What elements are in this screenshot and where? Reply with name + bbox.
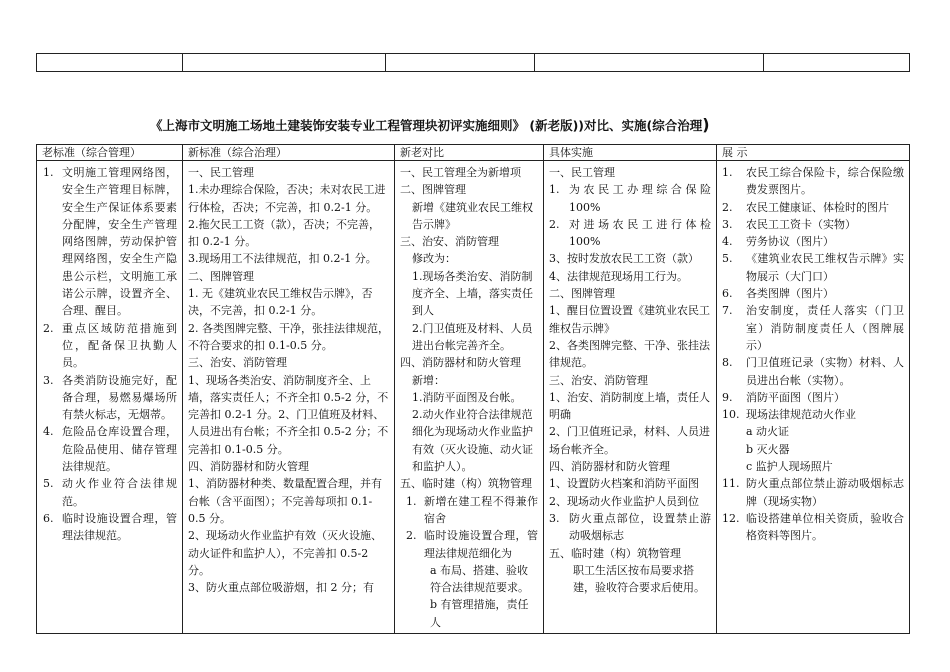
header-display: 展 示	[717, 145, 910, 161]
item-number: 6.	[722, 287, 733, 301]
paragraph: b 有管理措施，责任人	[430, 598, 529, 629]
section-heading: 三、治安、消防管理	[188, 356, 287, 370]
item-text: 门卫值班记录（实物）材料、人员进出台帐（实物）。	[746, 356, 904, 387]
item-number: 1.	[722, 166, 733, 179]
paragraph: 2、现场动火作业监护人员到位	[549, 494, 699, 508]
list-item	[549, 181, 711, 216]
item-text: 动火作业符合法律规范。	[62, 477, 177, 508]
paragraph: a 布局、搭建、验收符合法律规范要求。	[430, 563, 529, 595]
paragraph: 新增《建筑业农民工维权告示牌》	[412, 200, 533, 231]
item-number: 2.	[722, 200, 733, 214]
top-cell	[386, 54, 535, 72]
section-heading: 四、消防器材和防火管理	[188, 460, 309, 474]
paragraph: 职工生活区按布局要求搭建，验收符合要求后使用。	[573, 563, 705, 595]
old-standard-cell	[37, 161, 183, 634]
paragraph: 4、法律规范现场用工行为。	[549, 269, 688, 283]
section-heading: 二、图牌管理	[188, 269, 254, 283]
item-text: 重点区域防范措施到位，配备保卫执勤人员。	[62, 321, 177, 370]
paragraph: 1. 无《建筑业农民工维权告示牌》，否决，不完善，扣 0.2-1 分。	[188, 287, 373, 318]
section-heading: 一、民工管理	[549, 166, 615, 179]
paragraph: 1.未办理综合保险，否决；未对农民工进行体检，否决；不完善，扣 0.2-1 分。	[188, 183, 386, 214]
item-text: 各类消防设施完好，配备合理，易燃易爆场所有禁火标志，无烟蒂。	[62, 373, 177, 422]
item-text: 为农民工办理综合保险 100%	[569, 183, 711, 214]
item-number: 5.	[722, 252, 733, 266]
title-text: 《上海市文明施工场地土建装饰安装专业工程管理块初评实施细则》 (新老版))对比、实施(综合治理	[150, 118, 703, 133]
list-item	[43, 372, 177, 424]
item-text: 消防平面图（图片）	[746, 390, 845, 404]
list-item	[43, 164, 177, 320]
sub-item: c 监护人现场照片	[746, 460, 833, 474]
item-text: 临时设施设置合理，管理法律规范细化为	[424, 529, 538, 560]
paragraph: 1.消防平面图及台帐。	[412, 390, 522, 404]
display-cell	[717, 161, 910, 634]
paragraph: 2、门卫值班记录，材料、人员进场台帐齐全。	[549, 425, 710, 456]
list-item	[722, 354, 904, 389]
item-number: 1.	[43, 166, 54, 179]
item-number: 2.	[43, 321, 54, 335]
item-number: 3.	[722, 217, 733, 231]
list-item	[722, 302, 904, 354]
top-cell	[183, 54, 386, 72]
item-number: 10.	[722, 408, 740, 422]
list-item	[400, 493, 538, 528]
item-text: 劳务协议（图片）	[746, 235, 834, 249]
top-cell	[37, 54, 183, 72]
list-item	[43, 475, 177, 510]
item-number: 2.	[406, 529, 417, 543]
header-row	[37, 145, 910, 161]
item-text: 临设搭建单位相关资质，验收合格资料等图片。	[746, 511, 904, 543]
paragraph: 新增：	[412, 373, 445, 387]
document-title	[150, 115, 850, 134]
top-cell	[764, 54, 910, 72]
section-heading: 五、临时建（构）筑物管理	[400, 477, 532, 491]
paragraph: 2.动火作业符合法律规范细化为现场动火作业监护有效（灭火设施、动火证和监护人）。	[412, 408, 533, 474]
top-empty-row	[37, 54, 910, 72]
paragraph: 2.拖欠民工工资（款），否决；不完善，扣 0.2-1 分。	[188, 217, 380, 249]
paragraph: 1、消防器材种类、数量配置合理，并有台帐（含平面图）；不完善每项扣 0.1-0.5 分。	[188, 477, 382, 525]
item-number: 2.	[549, 217, 560, 231]
paragraph: 修改为：	[412, 252, 456, 266]
item-number: 5.	[43, 477, 54, 491]
item-text: 农民工工资卡（实物）	[746, 217, 856, 231]
section-heading: 三、治安、消防管理	[400, 235, 499, 249]
list-item	[722, 250, 904, 285]
item-number: 12.	[722, 511, 740, 525]
item-text: 防火重点部位禁止游动吸烟标志牌（现场实物）	[746, 477, 904, 508]
section-heading: 三、治安、消防管理	[549, 373, 648, 387]
paragraph: 3、防火重点部位吸游烟，扣 2 分；有	[188, 581, 374, 595]
header-old-standard: 老标准（综合管理）	[37, 145, 183, 161]
implementation-cell	[544, 161, 717, 634]
item-text: 《建筑业农民工维权告示牌》实物展示（大门口）	[746, 252, 904, 283]
list-item	[722, 285, 904, 302]
item-number: 7.	[722, 304, 733, 318]
item-number: 11.	[722, 477, 740, 491]
paragraph: 1、设置防火档案和消防平面图	[549, 477, 699, 491]
item-text: 新增在建工程不得兼作宿舍	[424, 494, 538, 525]
paragraph: 2.门卫值班及材料、人员进出台帐完善齐全。	[412, 321, 533, 352]
list-item	[43, 320, 177, 372]
item-text: 文明施工管理网络图，安全生产管理目标牌，安全生产保证体系要素分配牌，安全生产管理网络图牌，劳动保护管理网络图，安全生产隐患公示栏，文明施工承诺公示牌，设置齐全、合理、醒目。	[62, 166, 177, 318]
list-item	[43, 423, 177, 475]
section-heading: 二、图牌管理	[549, 287, 615, 301]
paragraph: 2、现场动火作业监护有效（灭火设施、动火证件和监护人），不完善扣 0.5-2 分。	[188, 529, 382, 577]
item-number: 8.	[722, 356, 733, 370]
title-paren: )	[702, 115, 710, 134]
item-number: 1.	[406, 494, 417, 508]
item-number: 4.	[43, 425, 54, 439]
list-item	[722, 389, 904, 406]
header-comparison: 新老对比	[395, 145, 544, 161]
paragraph: 2、各类图牌完整、干净、张挂法律规范。	[549, 338, 710, 370]
list-item	[722, 233, 904, 250]
list-item	[722, 164, 904, 199]
list-item	[549, 510, 711, 545]
paragraph: 3.现场用工不法律规范，扣 0.2-1 分。	[188, 252, 377, 266]
sub-item: b 灭火器	[746, 442, 790, 456]
comparison-table	[36, 144, 910, 634]
item-text: 对进场农民工进行体检 100%	[569, 217, 711, 249]
sub-item: a 动火证	[746, 425, 790, 439]
item-text: 防火重点部位，设置禁止游动吸烟标志	[569, 511, 711, 543]
list-item	[722, 216, 904, 233]
top-cell	[535, 54, 764, 72]
item-text: 农民工综合保险卡，综合保险缴费发票图片。	[746, 166, 904, 197]
list-item	[722, 510, 904, 545]
section-heading: 二、图牌管理	[400, 183, 466, 197]
list-item	[43, 510, 177, 545]
item-text: 农民工健康证、体检时的图片	[746, 200, 889, 214]
paragraph: 1、现场各类治安、消防制度齐全、上墙，落实责任人；不齐全扣 0.5-2 分，不完善扣 0.2-1 分。2、门卫值班及材料、人员进出有台帐；不齐全扣 0.5-2 分；不完善扣 0.1-0.5 分。	[188, 373, 389, 456]
section-heading: 一、民工管理全为新增项	[400, 166, 521, 179]
section-heading: 四、消防器材和防火管理	[400, 356, 521, 370]
list-item	[722, 475, 904, 510]
item-text: 临时设施设置合理，管理法律规范。	[62, 511, 177, 543]
new-standard-cell	[183, 161, 395, 634]
content-row	[37, 161, 910, 634]
item-number: 3.	[43, 373, 54, 387]
section-heading: 四、消防器材和防火管理	[549, 460, 670, 474]
list-item	[400, 527, 538, 562]
header-implementation: 具体实施	[544, 145, 717, 161]
paragraph: 1.现场各类治安、消防制度齐全、上墙，落实责任到人	[412, 269, 533, 318]
item-number: 1.	[549, 183, 560, 197]
item-number: 9.	[722, 390, 733, 404]
paragraph: 1、治安、消防制度上墙，责任人明确	[549, 390, 710, 422]
paragraph: 2. 各类图牌完整、干净，张挂法律规范，不符合要求的扣 0.1-0.5 分。	[188, 321, 389, 352]
list-item	[722, 406, 904, 423]
paragraph: 3、按时发放农民工工资（款）	[549, 252, 699, 266]
section-heading: 一、民工管理	[188, 166, 254, 179]
item-text: 各类图牌（图片）	[746, 287, 834, 301]
list-item	[549, 216, 711, 251]
list-item	[722, 199, 904, 216]
item-text: 危险品仓库设置合理，危险品使用、储存管理法律规范。	[62, 425, 177, 474]
top-empty-table	[36, 53, 910, 72]
item-number: 6.	[43, 511, 54, 525]
section-heading: 五、临时建（构）筑物管理	[549, 546, 681, 560]
comparison-cell	[395, 161, 544, 634]
paragraph: 1、醒目位置设置《建筑业农民工维权告示牌》	[549, 304, 710, 335]
header-new-standard: 新标准（综合治理）	[183, 145, 395, 161]
item-number: 4.	[722, 235, 733, 249]
item-number: 3.	[549, 511, 560, 525]
item-text: 现场法律规范动火作业	[746, 408, 856, 422]
item-text: 治安制度，责任人落实（门卫室）消防制度责任人（图牌展示）	[746, 304, 904, 352]
